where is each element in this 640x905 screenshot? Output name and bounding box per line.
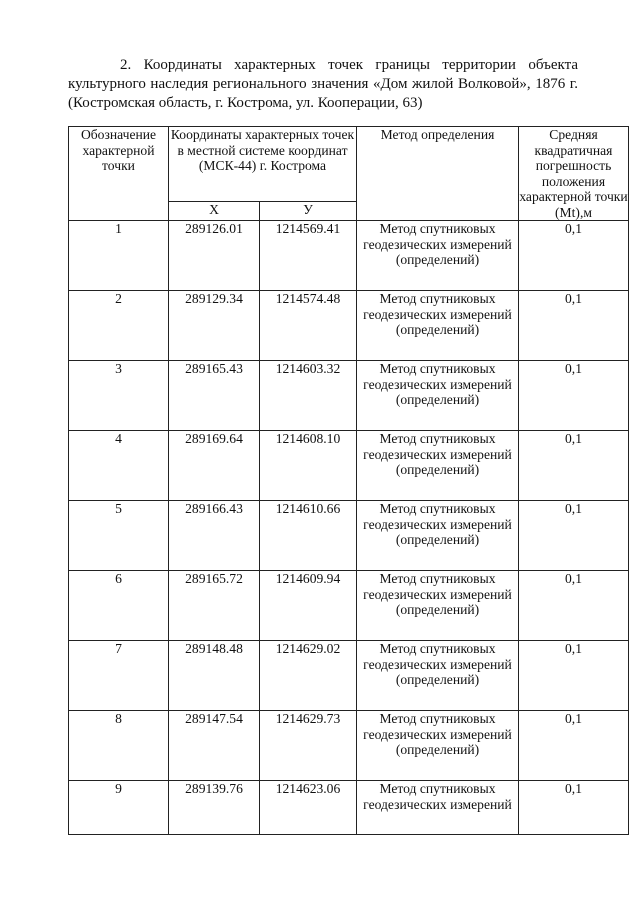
coord-y: 1214569.41: [260, 221, 357, 291]
header-accuracy: Средняя квадратичная погрешность положения характерной точки (Mt),м: [519, 127, 628, 220]
point-number: 7: [69, 641, 169, 711]
coord-x: 289169.64: [169, 431, 260, 501]
point-number: 2: [69, 291, 169, 361]
table-row: [69, 711, 629, 781]
coord-x: 289126.01: [169, 221, 260, 291]
coordinates-table: [68, 126, 629, 835]
coord-x: 289165.43: [169, 361, 260, 431]
table-row: [69, 781, 629, 835]
point-number: 8: [69, 711, 169, 781]
accuracy-cell: 0,1: [519, 361, 629, 431]
method-cell: Метод спутниковых геодезических измерений (определений): [357, 501, 519, 571]
accuracy-cell: 0,1: [519, 291, 629, 361]
table-row: [69, 431, 629, 501]
table-row: [69, 501, 629, 571]
coord-x: 289147.54: [169, 711, 260, 781]
table-row: [69, 641, 629, 711]
point-number: 3: [69, 361, 169, 431]
coord-y: 1214603.32: [260, 361, 357, 431]
accuracy-cell: 0,1: [519, 501, 629, 571]
method-cell: Метод спутниковых геодезических измерений (определений): [357, 571, 519, 641]
method-cell: Метод спутниковых геодезических измерений (определений): [357, 361, 519, 431]
header-x: X: [169, 201, 260, 220]
header-point: Обозначение характерной точки: [69, 127, 169, 221]
method-cell: Метод спутниковых геодезических измерений (определений): [357, 431, 519, 501]
method-cell: Метод спутниковых геодезических измерений (определений): [357, 291, 519, 361]
coord-x: 289148.48: [169, 641, 260, 711]
table-row: [69, 571, 629, 641]
coord-y: 1214623.06: [260, 781, 357, 835]
header-y: У: [260, 201, 357, 220]
header-method: Метод определения: [357, 127, 519, 221]
table-row: [69, 361, 629, 431]
accuracy-cell: 0,1: [519, 431, 629, 501]
accuracy-cell: 0,1: [519, 571, 629, 641]
method-cell: Метод спутниковых геодезических измерений (определений): [357, 711, 519, 781]
point-number: 9: [69, 781, 169, 835]
accuracy-cell: 0,1: [519, 711, 629, 781]
point-number: 5: [69, 501, 169, 571]
section-heading: 2. Координаты характерных точек границы территории объекта культурного наследия регионального значения «Дом жилой Волковой», 1876 г. (Костромская область, г. Кострома, ул. Кооперации, 63): [68, 57, 578, 111]
point-number: 1: [69, 221, 169, 291]
method-cell: Метод спутниковых геодезических измерений (определений): [357, 221, 519, 291]
accuracy-cell: 0,1: [519, 781, 629, 835]
table-row: [69, 291, 629, 361]
coord-y: 1214610.66: [260, 501, 357, 571]
point-number: 6: [69, 571, 169, 641]
coord-y: 1214608.10: [260, 431, 357, 501]
method-cell: Метод спутниковых геодезических измерений: [357, 781, 519, 835]
accuracy-cell: 0,1: [519, 641, 629, 711]
coord-x: 289165.72: [169, 571, 260, 641]
coord-y: 1214574.48: [260, 291, 357, 361]
coord-x: 289166.43: [169, 501, 260, 571]
coord-y: 1214629.02: [260, 641, 357, 711]
coord-x: 289129.34: [169, 291, 260, 361]
method-cell: Метод спутниковых геодезических измерений (определений): [357, 641, 519, 711]
coord-x: 289139.76: [169, 781, 260, 835]
point-number: 4: [69, 431, 169, 501]
coord-y: 1214609.94: [260, 571, 357, 641]
table-row: [69, 221, 629, 291]
accuracy-cell: 0,1: [519, 221, 629, 291]
header-coordinates: Координаты характерных точек в местной системе координат (МСК-44) г. Кострома: [169, 127, 357, 202]
coord-y: 1214629.73: [260, 711, 357, 781]
